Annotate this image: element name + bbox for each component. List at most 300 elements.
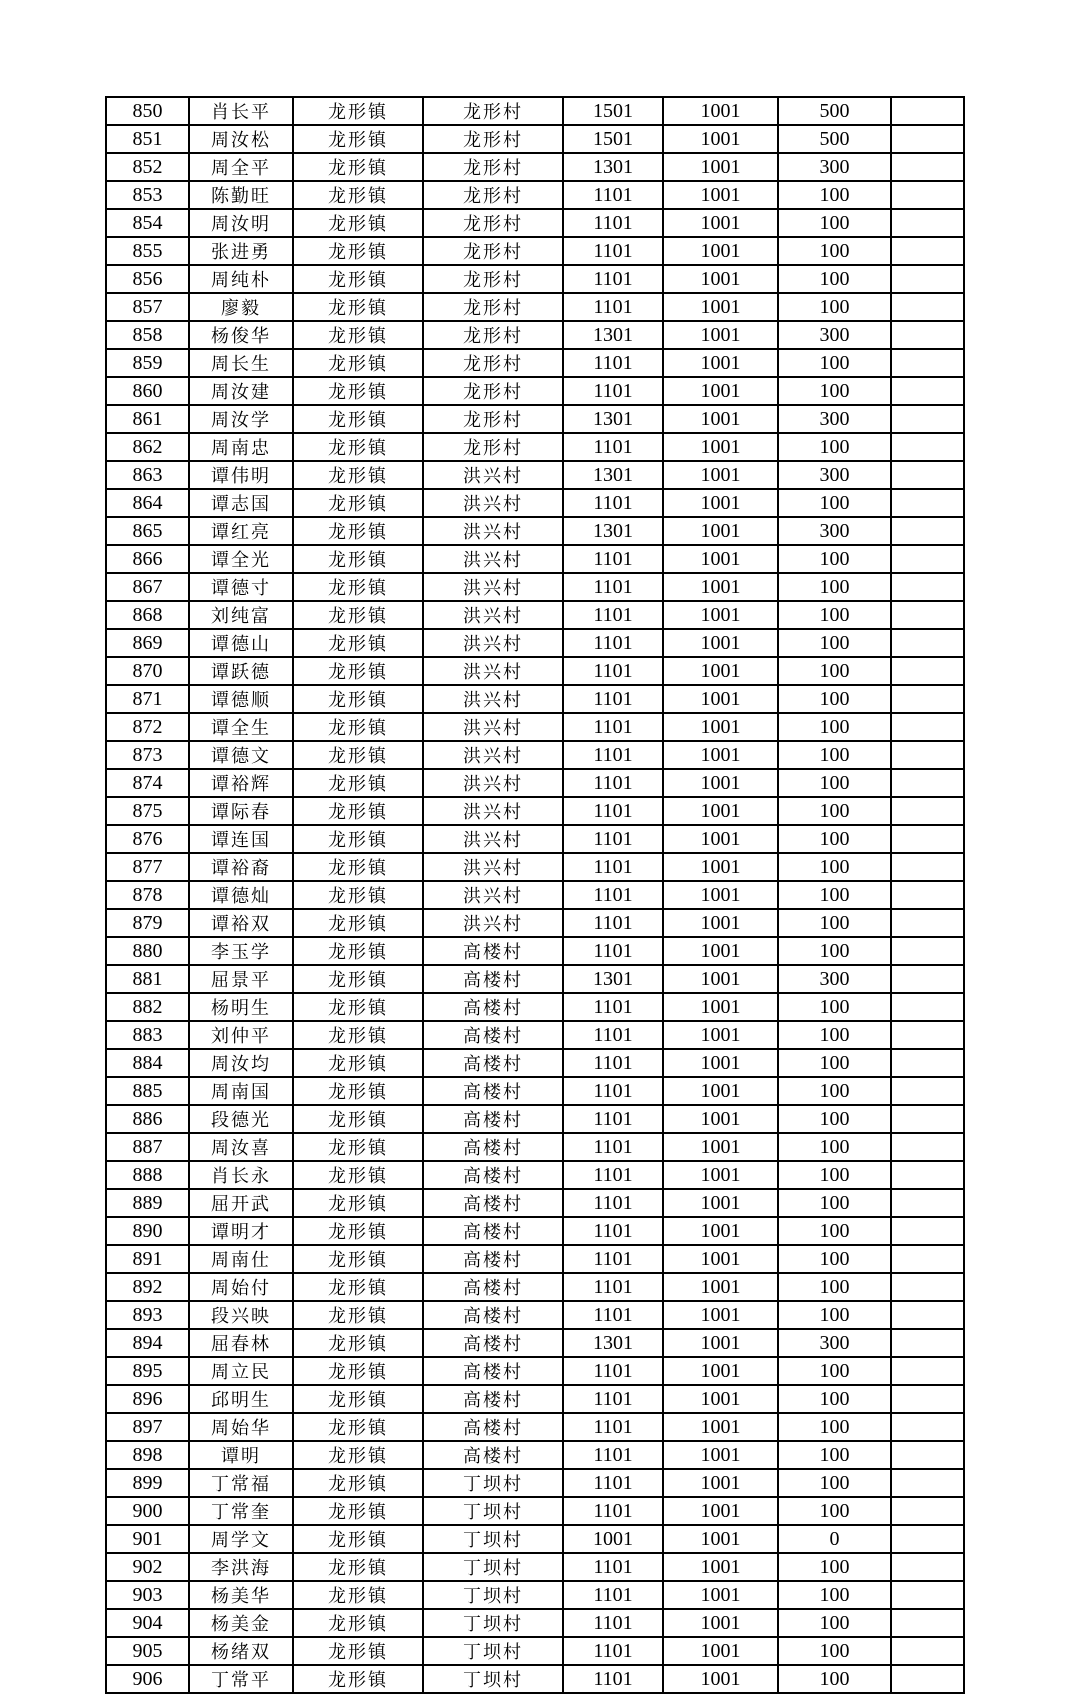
village-cell: 高楼村: [423, 1441, 563, 1469]
township-cell: 龙形镇: [293, 1161, 423, 1189]
table-body: [106, 97, 964, 1693]
serial-cell: 879: [106, 909, 189, 937]
amount3-cell: 100: [778, 769, 891, 797]
empty-cell: [891, 741, 964, 769]
amount2-cell: 1001: [663, 209, 778, 237]
township-cell: 龙形镇: [293, 685, 423, 713]
amount2-cell: 1001: [663, 321, 778, 349]
serial-cell: 888: [106, 1161, 189, 1189]
amount2-cell: 1001: [663, 433, 778, 461]
amount2-cell: 1001: [663, 657, 778, 685]
table-row: [106, 1665, 964, 1693]
table-row: [106, 97, 964, 125]
name-cell: 谭志国: [189, 489, 293, 517]
amount1-cell: 1101: [563, 489, 663, 517]
township-cell: 龙形镇: [293, 1329, 423, 1357]
table-row: [106, 573, 964, 601]
amount2-cell: 1001: [663, 1441, 778, 1469]
village-cell: 丁坝村: [423, 1553, 563, 1581]
amount3-cell: 100: [778, 1077, 891, 1105]
amount3-cell: 0: [778, 1525, 891, 1553]
village-cell: 龙形村: [423, 405, 563, 433]
empty-cell: [891, 1525, 964, 1553]
amount1-cell: 1101: [563, 209, 663, 237]
amount3-cell: 100: [778, 181, 891, 209]
empty-cell: [891, 489, 964, 517]
amount3-cell: 300: [778, 965, 891, 993]
name-cell: 谭德顺: [189, 685, 293, 713]
name-cell: 肖长平: [189, 97, 293, 125]
empty-cell: [891, 1217, 964, 1245]
village-cell: 龙形村: [423, 293, 563, 321]
serial-cell: 855: [106, 237, 189, 265]
table-row: [106, 517, 964, 545]
village-cell: 龙形村: [423, 349, 563, 377]
amount2-cell: 1001: [663, 1301, 778, 1329]
serial-cell: 875: [106, 797, 189, 825]
amount1-cell: 1101: [563, 825, 663, 853]
empty-cell: [891, 1497, 964, 1525]
amount1-cell: 1101: [563, 797, 663, 825]
amount3-cell: 100: [778, 1189, 891, 1217]
amount1-cell: 1501: [563, 125, 663, 153]
amount2-cell: 1001: [663, 1217, 778, 1245]
amount2-cell: 1001: [663, 909, 778, 937]
empty-cell: [891, 629, 964, 657]
name-cell: 周南忠: [189, 433, 293, 461]
empty-cell: [891, 377, 964, 405]
amount2-cell: 1001: [663, 1077, 778, 1105]
amount2-cell: 1001: [663, 1021, 778, 1049]
table-row: [106, 1609, 964, 1637]
township-cell: 龙形镇: [293, 153, 423, 181]
serial-cell: 874: [106, 769, 189, 797]
village-cell: 洪兴村: [423, 489, 563, 517]
township-cell: 龙形镇: [293, 517, 423, 545]
amount3-cell: 100: [778, 1441, 891, 1469]
amount1-cell: 1101: [563, 1161, 663, 1189]
township-cell: 龙形镇: [293, 97, 423, 125]
name-cell: 周南国: [189, 1077, 293, 1105]
name-cell: 谭全光: [189, 545, 293, 573]
amount3-cell: 100: [778, 937, 891, 965]
table-row: [106, 349, 964, 377]
township-cell: 龙形镇: [293, 209, 423, 237]
township-cell: 龙形镇: [293, 1525, 423, 1553]
township-cell: 龙形镇: [293, 909, 423, 937]
village-cell: 龙形村: [423, 209, 563, 237]
amount1-cell: 1101: [563, 1665, 663, 1693]
empty-cell: [891, 125, 964, 153]
village-cell: 龙形村: [423, 237, 563, 265]
serial-cell: 859: [106, 349, 189, 377]
amount2-cell: 1001: [663, 993, 778, 1021]
township-cell: 龙形镇: [293, 405, 423, 433]
amount2-cell: 1001: [663, 1581, 778, 1609]
empty-cell: [891, 853, 964, 881]
amount2-cell: 1001: [663, 937, 778, 965]
village-cell: 高楼村: [423, 965, 563, 993]
amount3-cell: 100: [778, 685, 891, 713]
amount3-cell: 100: [778, 1273, 891, 1301]
table-row: [106, 1525, 964, 1553]
name-cell: 谭明才: [189, 1217, 293, 1245]
serial-cell: 864: [106, 489, 189, 517]
township-cell: 龙形镇: [293, 1189, 423, 1217]
serial-cell: 852: [106, 153, 189, 181]
name-cell: 杨美金: [189, 1609, 293, 1637]
amount3-cell: 100: [778, 741, 891, 769]
amount2-cell: 1001: [663, 97, 778, 125]
township-cell: 龙形镇: [293, 293, 423, 321]
name-cell: 谭裕裔: [189, 853, 293, 881]
name-cell: 周汝学: [189, 405, 293, 433]
amount1-cell: 1101: [563, 713, 663, 741]
township-cell: 龙形镇: [293, 713, 423, 741]
serial-cell: 870: [106, 657, 189, 685]
empty-cell: [891, 349, 964, 377]
township-cell: 龙形镇: [293, 1021, 423, 1049]
table-row: [106, 993, 964, 1021]
village-cell: 高楼村: [423, 1049, 563, 1077]
serial-cell: 887: [106, 1133, 189, 1161]
empty-cell: [891, 1189, 964, 1217]
table-row: [106, 1021, 964, 1049]
amount3-cell: 100: [778, 377, 891, 405]
amount2-cell: 1001: [663, 713, 778, 741]
township-cell: 龙形镇: [293, 1245, 423, 1273]
serial-cell: 851: [106, 125, 189, 153]
serial-cell: 862: [106, 433, 189, 461]
amount2-cell: 1001: [663, 349, 778, 377]
name-cell: 李洪海: [189, 1553, 293, 1581]
amount1-cell: 1101: [563, 1049, 663, 1077]
township-cell: 龙形镇: [293, 1217, 423, 1245]
amount1-cell: 1101: [563, 685, 663, 713]
name-cell: 杨明生: [189, 993, 293, 1021]
empty-cell: [891, 1133, 964, 1161]
township-cell: 龙形镇: [293, 461, 423, 489]
amount3-cell: 100: [778, 1609, 891, 1637]
empty-cell: [891, 937, 964, 965]
amount1-cell: 1501: [563, 97, 663, 125]
amount2-cell: 1001: [663, 237, 778, 265]
amount2-cell: 1001: [663, 545, 778, 573]
name-cell: 刘纯富: [189, 601, 293, 629]
amount3-cell: 100: [778, 1581, 891, 1609]
serial-cell: 894: [106, 1329, 189, 1357]
empty-cell: [891, 1161, 964, 1189]
serial-cell: 885: [106, 1077, 189, 1105]
name-cell: 周南仕: [189, 1245, 293, 1273]
empty-cell: [891, 1329, 964, 1357]
township-cell: 龙形镇: [293, 993, 423, 1021]
table-row: [106, 1553, 964, 1581]
empty-cell: [891, 321, 964, 349]
serial-cell: 898: [106, 1441, 189, 1469]
township-cell: 龙形镇: [293, 1497, 423, 1525]
empty-cell: [891, 209, 964, 237]
serial-cell: 873: [106, 741, 189, 769]
amount1-cell: 1101: [563, 1553, 663, 1581]
village-cell: 洪兴村: [423, 825, 563, 853]
amount3-cell: 100: [778, 881, 891, 909]
empty-cell: [891, 1049, 964, 1077]
amount1-cell: 1301: [563, 517, 663, 545]
table-row: [106, 1413, 964, 1441]
amount3-cell: 100: [778, 1469, 891, 1497]
township-cell: 龙形镇: [293, 1609, 423, 1637]
amount1-cell: 1101: [563, 349, 663, 377]
amount1-cell: 1101: [563, 1413, 663, 1441]
township-cell: 龙形镇: [293, 1581, 423, 1609]
amount3-cell: 100: [778, 545, 891, 573]
name-cell: 谭德寸: [189, 573, 293, 601]
township-cell: 龙形镇: [293, 965, 423, 993]
empty-cell: [891, 825, 964, 853]
table-row: [106, 769, 964, 797]
name-cell: 肖长永: [189, 1161, 293, 1189]
amount1-cell: 1101: [563, 433, 663, 461]
township-cell: 龙形镇: [293, 377, 423, 405]
amount1-cell: 1101: [563, 1077, 663, 1105]
township-cell: 龙形镇: [293, 1665, 423, 1693]
amount2-cell: 1001: [663, 881, 778, 909]
amount1-cell: 1301: [563, 405, 663, 433]
serial-cell: 882: [106, 993, 189, 1021]
amount1-cell: 1101: [563, 1441, 663, 1469]
amount1-cell: 1101: [563, 1609, 663, 1637]
amount1-cell: 1101: [563, 1105, 663, 1133]
name-cell: 周立民: [189, 1357, 293, 1385]
table-row: [106, 461, 964, 489]
serial-cell: 858: [106, 321, 189, 349]
amount2-cell: 1001: [663, 1609, 778, 1637]
serial-cell: 897: [106, 1413, 189, 1441]
amount1-cell: 1101: [563, 293, 663, 321]
amount3-cell: 100: [778, 657, 891, 685]
amount2-cell: 1001: [663, 377, 778, 405]
amount3-cell: 100: [778, 601, 891, 629]
name-cell: 丁常奎: [189, 1497, 293, 1525]
amount1-cell: 1101: [563, 1273, 663, 1301]
amount1-cell: 1101: [563, 1133, 663, 1161]
amount3-cell: 100: [778, 573, 891, 601]
village-cell: 高楼村: [423, 1301, 563, 1329]
amount1-cell: 1301: [563, 153, 663, 181]
village-cell: 丁坝村: [423, 1469, 563, 1497]
amount1-cell: 1101: [563, 1301, 663, 1329]
township-cell: 龙形镇: [293, 545, 423, 573]
table-row: [106, 1273, 964, 1301]
amount3-cell: 300: [778, 405, 891, 433]
village-cell: 龙形村: [423, 377, 563, 405]
serial-cell: 904: [106, 1609, 189, 1637]
serial-cell: 902: [106, 1553, 189, 1581]
name-cell: 谭全生: [189, 713, 293, 741]
empty-cell: [891, 433, 964, 461]
table-row: [106, 1161, 964, 1189]
serial-cell: 896: [106, 1385, 189, 1413]
amount3-cell: 100: [778, 1637, 891, 1665]
amount3-cell: 100: [778, 797, 891, 825]
serial-cell: 903: [106, 1581, 189, 1609]
amount1-cell: 1101: [563, 237, 663, 265]
amount1-cell: 1101: [563, 573, 663, 601]
village-cell: 高楼村: [423, 1357, 563, 1385]
name-cell: 谭伟明: [189, 461, 293, 489]
village-cell: 高楼村: [423, 1189, 563, 1217]
amount3-cell: 300: [778, 153, 891, 181]
amount2-cell: 1001: [663, 797, 778, 825]
serial-cell: 867: [106, 573, 189, 601]
amount1-cell: 1101: [563, 1581, 663, 1609]
empty-cell: [891, 573, 964, 601]
empty-cell: [891, 713, 964, 741]
table-row: [106, 1469, 964, 1497]
name-cell: 周汝均: [189, 1049, 293, 1077]
amount3-cell: 500: [778, 125, 891, 153]
name-cell: 周汝喜: [189, 1133, 293, 1161]
table-row: [106, 237, 964, 265]
amount1-cell: 1101: [563, 881, 663, 909]
serial-cell: 895: [106, 1357, 189, 1385]
name-cell: 李玉学: [189, 937, 293, 965]
amount1-cell: 1101: [563, 937, 663, 965]
township-cell: 龙形镇: [293, 1049, 423, 1077]
amount3-cell: 100: [778, 1105, 891, 1133]
empty-cell: [891, 461, 964, 489]
amount1-cell: 1301: [563, 1329, 663, 1357]
name-cell: 谭裕辉: [189, 769, 293, 797]
table-row: [106, 1133, 964, 1161]
village-cell: 洪兴村: [423, 545, 563, 573]
amount2-cell: 1001: [663, 125, 778, 153]
township-cell: 龙形镇: [293, 601, 423, 629]
serial-cell: 900: [106, 1497, 189, 1525]
serial-cell: 884: [106, 1049, 189, 1077]
village-cell: 洪兴村: [423, 909, 563, 937]
amount2-cell: 1001: [663, 825, 778, 853]
village-cell: 龙形村: [423, 321, 563, 349]
amount3-cell: 100: [778, 237, 891, 265]
amount2-cell: 1001: [663, 1385, 778, 1413]
name-cell: 丁常福: [189, 1469, 293, 1497]
table-row: [106, 1217, 964, 1245]
name-cell: 谭德文: [189, 741, 293, 769]
amount1-cell: 1301: [563, 321, 663, 349]
serial-cell: 880: [106, 937, 189, 965]
amount1-cell: 1301: [563, 461, 663, 489]
village-cell: 高楼村: [423, 1385, 563, 1413]
village-cell: 丁坝村: [423, 1609, 563, 1637]
serial-cell: 856: [106, 265, 189, 293]
amount2-cell: 1001: [663, 1665, 778, 1693]
table-row: [106, 881, 964, 909]
village-cell: 洪兴村: [423, 741, 563, 769]
name-cell: 周长生: [189, 349, 293, 377]
village-cell: 高楼村: [423, 1245, 563, 1273]
amount1-cell: 1101: [563, 853, 663, 881]
village-cell: 洪兴村: [423, 797, 563, 825]
name-cell: 周汝建: [189, 377, 293, 405]
amount3-cell: 100: [778, 349, 891, 377]
name-cell: 廖毅: [189, 293, 293, 321]
village-cell: 洪兴村: [423, 573, 563, 601]
amount2-cell: 1001: [663, 1189, 778, 1217]
amount1-cell: 1101: [563, 601, 663, 629]
empty-cell: [891, 1245, 964, 1273]
empty-cell: [891, 293, 964, 321]
serial-cell: 893: [106, 1301, 189, 1329]
amount3-cell: 100: [778, 1161, 891, 1189]
village-cell: 丁坝村: [423, 1581, 563, 1609]
village-cell: 洪兴村: [423, 685, 563, 713]
village-cell: 高楼村: [423, 1105, 563, 1133]
amount3-cell: 300: [778, 321, 891, 349]
name-cell: 谭明: [189, 1441, 293, 1469]
village-cell: 高楼村: [423, 1413, 563, 1441]
name-cell: 陈勤旺: [189, 181, 293, 209]
village-cell: 洪兴村: [423, 629, 563, 657]
amount2-cell: 1001: [663, 1105, 778, 1133]
serial-cell: 889: [106, 1189, 189, 1217]
township-cell: 龙形镇: [293, 265, 423, 293]
name-cell: 谭裕双: [189, 909, 293, 937]
amount3-cell: 100: [778, 1553, 891, 1581]
name-cell: 周汝松: [189, 125, 293, 153]
empty-cell: [891, 1273, 964, 1301]
amount2-cell: 1001: [663, 853, 778, 881]
amount2-cell: 1001: [663, 685, 778, 713]
amount2-cell: 1001: [663, 153, 778, 181]
serial-cell: 881: [106, 965, 189, 993]
amount2-cell: 1001: [663, 1049, 778, 1077]
empty-cell: [891, 1021, 964, 1049]
amount1-cell: 1101: [563, 1469, 663, 1497]
amount1-cell: 1101: [563, 1497, 663, 1525]
township-cell: 龙形镇: [293, 1385, 423, 1413]
township-cell: 龙形镇: [293, 181, 423, 209]
table-row: [106, 965, 964, 993]
name-cell: 周汝明: [189, 209, 293, 237]
table-row: [106, 1189, 964, 1217]
amount2-cell: 1001: [663, 601, 778, 629]
village-cell: 龙形村: [423, 97, 563, 125]
table-row: [106, 489, 964, 517]
name-cell: 段德光: [189, 1105, 293, 1133]
name-cell: 谭红亮: [189, 517, 293, 545]
serial-cell: 868: [106, 601, 189, 629]
name-cell: 周全平: [189, 153, 293, 181]
serial-cell: 876: [106, 825, 189, 853]
township-cell: 龙形镇: [293, 1441, 423, 1469]
village-cell: 龙形村: [423, 433, 563, 461]
table-row: [106, 1077, 964, 1105]
township-cell: 龙形镇: [293, 1273, 423, 1301]
serial-cell: 857: [106, 293, 189, 321]
name-cell: 屈景平: [189, 965, 293, 993]
empty-cell: [891, 909, 964, 937]
township-cell: 龙形镇: [293, 629, 423, 657]
amount3-cell: 500: [778, 97, 891, 125]
table-row: [106, 1385, 964, 1413]
amount3-cell: 100: [778, 489, 891, 517]
amount2-cell: 1001: [663, 1133, 778, 1161]
table-row: [106, 545, 964, 573]
table-row: [106, 1581, 964, 1609]
table-row: [106, 153, 964, 181]
